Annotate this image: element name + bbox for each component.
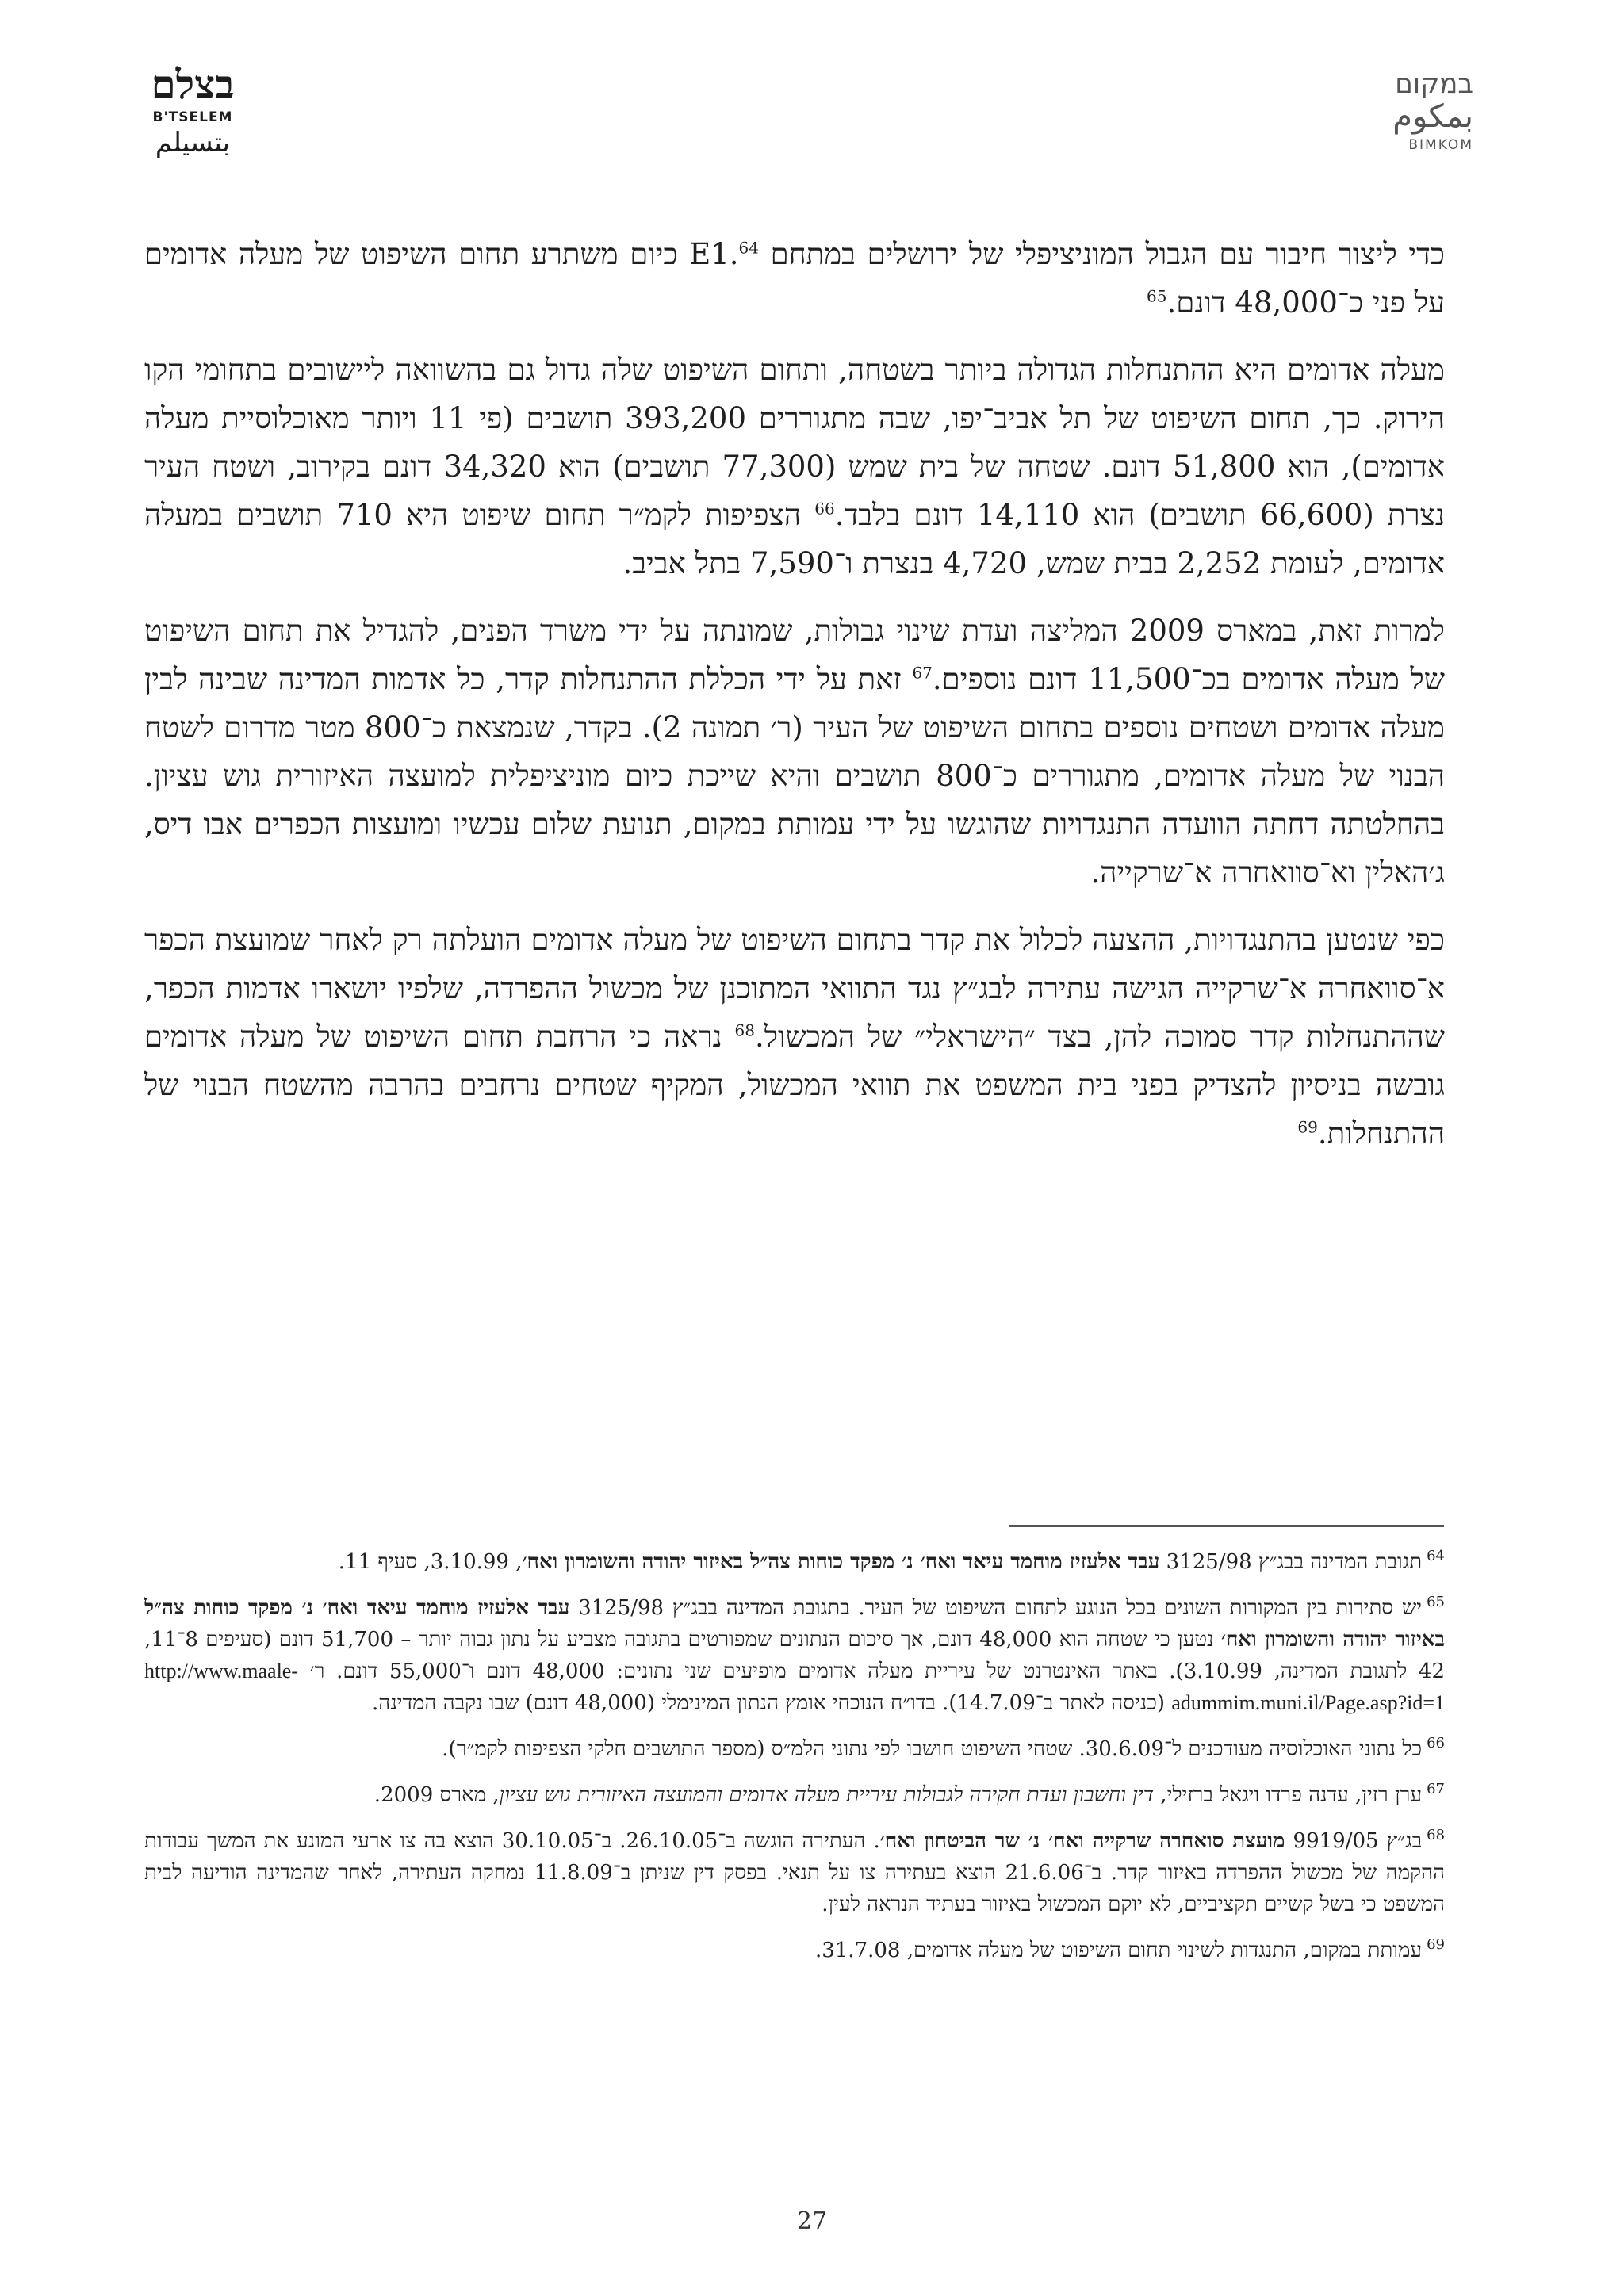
footnote-number: 65 (1427, 1594, 1446, 1611)
footnote-url-link[interactable]: http://www.maale-adummim.muni.il/Page.asp?id=1 (144, 1659, 1445, 1714)
footnote-case-title: מועצת סואחרה שרקייה ואח׳ נ׳ שר הביטחון ואח׳ (879, 1829, 1285, 1853)
footnote-65 (144, 1592, 1445, 1719)
footnote-number: 68 (1427, 1827, 1446, 1844)
paragraph-2 (144, 346, 1445, 588)
bimkom-logo-hebrew: במקום (1395, 68, 1473, 100)
btselem-logo-english: B'TSELEM (152, 109, 233, 125)
page-number: 27 (796, 2207, 828, 2235)
footnote-text: כל נתוני האוכלוסיה מעודכנים ל־30.6.09. שטחי השיפוט חושבו לפי נתוני הלמ״ס (מספר התושבים חלקי הצפיפות לקמ״ר). (442, 1737, 1423, 1761)
footnote-case-title: עבד אלעזיז מוחמד עיאד ואח׳ נ׳ מפקד כוחות צה״ל באיזור יהודה והשומרון ואח׳ (522, 1550, 1160, 1574)
footnote-text: נטען כי שטחה הוא 48,000 דונם, אך סיכום הנתונים שמפורטים בתגובה מצביע על נתון גבוה יותר – 51,700 דונם (סעיפים 8־11, 42 לתגובת המדינה, 3.10.99). באתר האינטרנט של עיריית מעלה אדומים מופיעים שני נתונים: 48,000 דונם ו־55,000 דונם. ר׳ (144, 1628, 1445, 1683)
footnote-text: (כניסה לאתר ב־14.7.09). בדו״ח הנוכחי אומץ הנתון המינימלי (48,000 דונם) שבו נקבה המדינה. (371, 1691, 1172, 1715)
main-body (144, 230, 1445, 1177)
footnote-text: . העתירה הוגשה ב־26.10.05. ב־30.10.05 הוצא בה צו ארעי המונע את המשך עבודות ההקמה של מכשול ההפרדה באיזור קדר. ב־21.6.06 הוצא בעתירה צו על תנאי. בפסק דין שניתן ב־11.8.09 נמחקה העתירה, לאחר שהמדינה הודיעה לבית המשפט כי בשל קשיים תקציביים, לא יוקם המכשול באיזור בעתיד הנראה לעין. (144, 1829, 1445, 1916)
footnote-number: 67 (1427, 1781, 1445, 1798)
footnote-ref-67[interactable]: 67 (912, 663, 933, 683)
btselem-logo-arabic: بتسيلم (155, 127, 231, 159)
footnote-text: תגובת המדינה בבג״ץ 3125/98 (1159, 1550, 1423, 1574)
footnote-number: 66 (1427, 1735, 1445, 1752)
footnote-ref-64[interactable]: 64 (738, 238, 759, 258)
footnote-case-title: עבד אלעזיז מוחמד עיאד ואח׳ נ׳ מפקד כוחות צה״ל באיזור יהודה והשומרון ואח׳ (144, 1596, 1446, 1652)
footnote-64 (144, 1546, 1445, 1578)
bimkom-logo-arabic: بمكوم (1392, 98, 1473, 136)
paragraph-3-text-b: זאת על ידי הכללת ההתנחלות קדר, כל אדמות המדינה שבינה לבין מעלה אדומים ושטחים נוספים בתחום השיפוט של העיר (ר׳ תמונה 2). בקדר, שנמצאת כ־800 מטר מדרום לשטח הבנוי של מעלה אדומים, מתגוררים כ־800 תושבים והיא שייכת כיום מוניציפלית למועצה האיזורית גוש עציון. בהחלטתה דחתה הוועדה התנגדויות שהוגשו על ידי עמותת במקום, תנועת שלום עכשיו ומועצות הכפרים אבו דיס, ג׳האלין וא־סוואחרה א־שרקייה. (144, 662, 1445, 890)
footnote-number: 64 (1427, 1548, 1445, 1565)
paragraph-2-text-b: הצפיפות לקמ״ר תחום שיפוט היא 710 תושבים במעלה אדומים, לעומת 2,252 בבית שמש, 4,720 בנצרת ו־7,590 בתל אביב. (144, 498, 1445, 580)
footnote-separator (1009, 1525, 1444, 1527)
footnote-ref-66[interactable]: 66 (814, 499, 835, 519)
footnote-68 (144, 1825, 1445, 1920)
footnote-67 (144, 1779, 1445, 1811)
paragraph-4 (144, 916, 1445, 1158)
footnote-text: עמותת במקום, התנגדות לשינוי תחום השיפוט של מעלה אדומים, 31.7.08. (814, 1939, 1423, 1962)
footnote-text: , 3.10.99, סעיף 11. (338, 1550, 523, 1574)
paragraph-3 (144, 607, 1445, 897)
footnote-text: ערן רזין, עדנה פרדו ויגאל ברזילי, (1154, 1783, 1423, 1807)
paragraph-4-text-a: כפי שנטען בהתנגדויות, ההצעה לכלול את קדר בתחום השיפוט של מעלה אדומים הועלתה רק לאחר שמועצת הכפר א־סוואחרה א־שרקייה הגישה עתירה לבג״ץ נגד התוואי המתוכנן של מכשול ההפרדה, שלפיו יושארו אדמות הכפר, שההתנחלות קדר סמוכה להן, בצד ״הישראלי״ של המכשול. (144, 923, 1446, 1054)
paragraph-4-text-b: נראה כי הרחבת תחום השיפוט של מעלה אדומים גובשה בניסיון להצדיק בפני בית המשפט את תוואי המכשול, המקיף שטחים נרחבים בהרבה מהשטח הבנוי של ההתנחלות. (144, 1020, 1445, 1150)
paragraph-2-text-a: מעלה אדומים היא ההתנחלות הגדולה ביותר בשטחה, ותחום השיפוט שלה גדול גם בהשוואה ליישובים בתחומי הקו הירוק. כך, תחום השיפוט של תל אביב־יפו, שבה מתגוררים 393,200 תושבים (פי 11 ויותר מאוכלוסיית מעלה אדומים), הוא 51,800 דונם. שטחה של בית שמש (77,300 תושבים) הוא 34,320 דונם בקירוב, ושטח העיר נצרת (66,600 תושבים) הוא 14,110 דונם בלבד. (144, 353, 1445, 532)
footnote-ref-68[interactable]: 68 (734, 1020, 755, 1040)
footnote-69 (144, 1935, 1445, 1966)
paragraph-1-text-a: כדי ליצור חיבור עם הגבול המוניציפלי של ירושלים במתחם E1. (689, 237, 1445, 271)
footnote-number: 69 (1427, 1936, 1445, 1954)
footnote-ref-69[interactable]: 69 (1297, 1117, 1318, 1137)
bimkom-logo (1362, 70, 1473, 153)
bimkom-logo-english: BIMKOM (1408, 137, 1473, 154)
paragraph-1-text-b: כיום משתרע תחום השיפוט של מעלה אדומים על פני כ־48,000 דונם. (144, 237, 1445, 320)
btselem-logo (141, 61, 244, 159)
footnote-text: יש סתירות בין המקורות השונים בכל הנוגע לתחום השיפוט של העיר. בתגובת המדינה בבג״ץ 3125/98 (569, 1596, 1423, 1620)
footnote-text: , מארס 2009. (373, 1783, 500, 1807)
footnote-report-title: דין וחשבון ועדת חקירה לגבולות עיריית מעלה אדומים והמועצה האיזורית גוש עציון (499, 1783, 1155, 1807)
footnotes (144, 1546, 1445, 1981)
footnote-ref-65[interactable]: 65 (1147, 286, 1167, 306)
footnote-66 (144, 1733, 1445, 1765)
paragraph-3-text-a: למרות זאת, במארס 2009 המליצה ועדת שינוי גבולות, שמונתה על ידי משרד הפנים, להגדיל את תחום השיפוט של מעלה אדומים בכ־11,500 דונם נוספים. (144, 614, 1446, 696)
footnote-text: בג״ץ 9919/05 (1285, 1829, 1423, 1853)
paragraph-1 (144, 230, 1445, 327)
btselem-logo-hebrew: בצלם (151, 61, 235, 108)
